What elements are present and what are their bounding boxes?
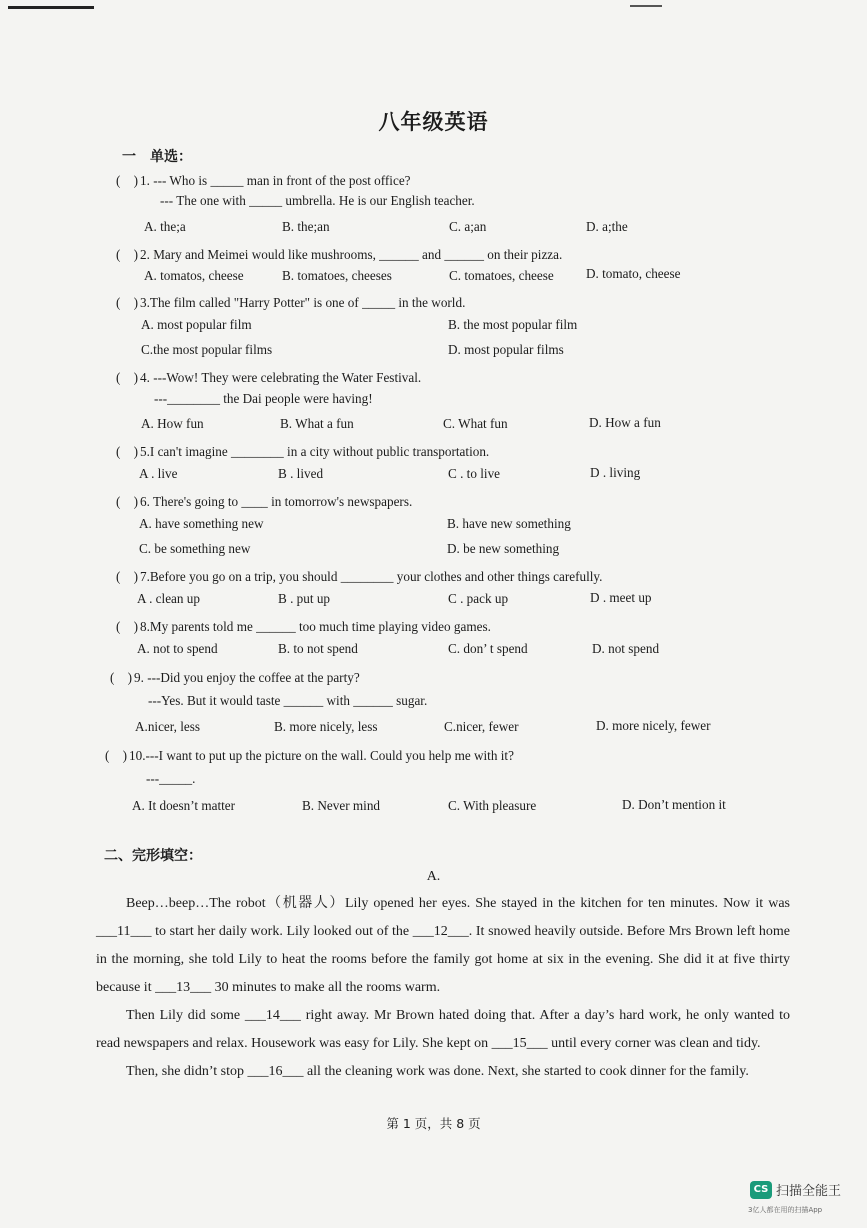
question-10-line-2: ---_____. [146, 771, 196, 786]
q5-option-d: D . living [590, 465, 641, 480]
q1-option-b: B. the;an [282, 219, 330, 234]
question-1: ( ) 1. --- Who is _____ man in front of the post office? [116, 173, 411, 188]
passage-label: A. [426, 869, 441, 884]
q8-option-b: B. to not spend [278, 641, 358, 656]
q10-option-b: B. Never mind [302, 798, 381, 813]
question-9-line-2: ---Yes. But it would taste ______ with ______ sugar. [148, 693, 428, 708]
watermark-app-name: 扫描全能王 [776, 1184, 842, 1199]
q8-option-d: D. not spend [592, 641, 660, 656]
question-4-line-2: ---________ the Dai people were having! [154, 391, 373, 406]
q1-option-c: C. a;an [449, 219, 487, 234]
q4-option-a: A. How fun [141, 416, 204, 431]
scan-edge-mark-right [630, 5, 662, 7]
q7-option-b: B . put up [278, 591, 331, 606]
q2-option-c: C. tomatoes, cheese [449, 268, 554, 283]
q4-option-b: B. What a fun [280, 416, 354, 431]
q10-option-d: D. Don’t mention it [622, 797, 726, 812]
page-title: 八年级英语 [378, 110, 489, 134]
q5-option-b: B . lived [278, 466, 324, 481]
question-1-line-2: --- The one with _____ umbrella. He is our English teacher. [160, 193, 475, 208]
section-single-choice-heading: 一 单选： [122, 149, 192, 165]
q8-option-a: A. not to spend [137, 641, 218, 656]
page-number: 第 1 页，共 8 页 [386, 1116, 481, 1131]
watermark-tagline: 3亿人都在用的扫描App [748, 1206, 823, 1214]
question-2: ( ) 2. Mary and Meimei would like mushrooms, ______ and ______ on their pizza. [116, 247, 563, 262]
question-4: ( ) 4. ---Wow! They were celebrating the Water Festival. [116, 370, 422, 385]
q9-option-d: D. more nicely, fewer [596, 718, 711, 733]
q3-option-a: A. most popular film [141, 317, 252, 332]
q9-option-c: C.nicer, fewer [444, 719, 519, 734]
question-7: ( ) 7.Before you go on a trip, you should ________ your clothes and other things carefully. [116, 569, 603, 584]
q10-option-c: C. With pleasure [448, 798, 537, 813]
q7-option-a: A . clean up [137, 591, 200, 606]
question-6: ( ) 6. There's going to ____ in tomorrow's newspapers. [116, 494, 413, 509]
q3-option-b: B. the most popular film [448, 317, 578, 332]
passage-paragraph-1: Beep…beep…The robot（机器人）Lily opened her eyes. She stayed in the kitchen for ten minutes. Now it was ___11___ to start her daily work. Lily looked out of the ___12___. It snowed heavily outside. Before Mrs Brown left home in the morning, she told Lily to heat the rooms before the family got home at six in the evening. She did it at five thirty because it ___13___ 30 minutes to make all the rooms warm. [96, 896, 790, 995]
q7-option-d: D . meet up [590, 590, 652, 605]
q6-option-a: A. have something new [139, 516, 264, 531]
q4-option-d: D. How a fun [589, 415, 661, 430]
passage-paragraph-2: Then Lily did some ___14___ right away. Mr Brown hated doing that. After a day’s hard work, he only wanted to read newspapers and relax. Housework was easy for Lily. She kept on ___15___ until every corner was clean and tidy. [96, 1008, 790, 1051]
q5-option-a: A . live [139, 466, 178, 481]
q9-option-a: A.nicer, less [135, 719, 201, 734]
q6-option-c: C. be something new [139, 541, 251, 556]
section-cloze-heading: 二、完形填空： [104, 848, 202, 864]
scanner-watermark [750, 1180, 841, 1199]
q6-option-d: D. be new something [447, 541, 560, 556]
q3-option-c: C.the most popular films [141, 342, 273, 357]
q10-option-a: A. It doesn’t matter [132, 798, 236, 813]
passage-paragraph-3: Then, she didn’t stop ___16___ all the cleaning work was done. Next, she started to cook dinner for the family. [126, 1064, 749, 1079]
q2-option-a: A. tomatos, cheese [144, 268, 244, 283]
q8-option-c: C. don’ t spend [448, 641, 528, 656]
q7-option-c: C . pack up [448, 591, 509, 606]
question-5: ( ) 5.I can't imagine ________ in a city without public transportation. [116, 444, 490, 459]
scan-edge-mark [8, 6, 94, 9]
q1-option-d: D. a;the [586, 219, 628, 234]
q4-option-c: C. What fun [443, 416, 508, 431]
question-9: ( ) 9. ---Did you enjoy the coffee at the party? [110, 670, 360, 685]
camscanner-logo-icon: CS [750, 1181, 772, 1199]
q1-option-a: A. the;a [144, 219, 186, 234]
q6-option-b: B. have new something [447, 516, 571, 531]
passage-body [96, 890, 790, 1086]
question-8: ( ) 8.My parents told me ______ too much time playing video games. [116, 619, 491, 634]
q2-option-b: B. tomatoes, cheeses [282, 268, 392, 283]
q3-option-d: D. most popular films [448, 342, 564, 357]
question-10: ( ) 10.---I want to put up the picture on the wall. Could you help me with it? [105, 748, 514, 763]
q5-option-c: C . to live [448, 466, 501, 481]
question-3: ( ) 3.The film called "Harry Potter" is one of _____ in the world. [116, 295, 466, 310]
q2-option-d: D. tomato, cheese [586, 266, 681, 281]
q9-option-b: B. more nicely, less [274, 719, 378, 734]
